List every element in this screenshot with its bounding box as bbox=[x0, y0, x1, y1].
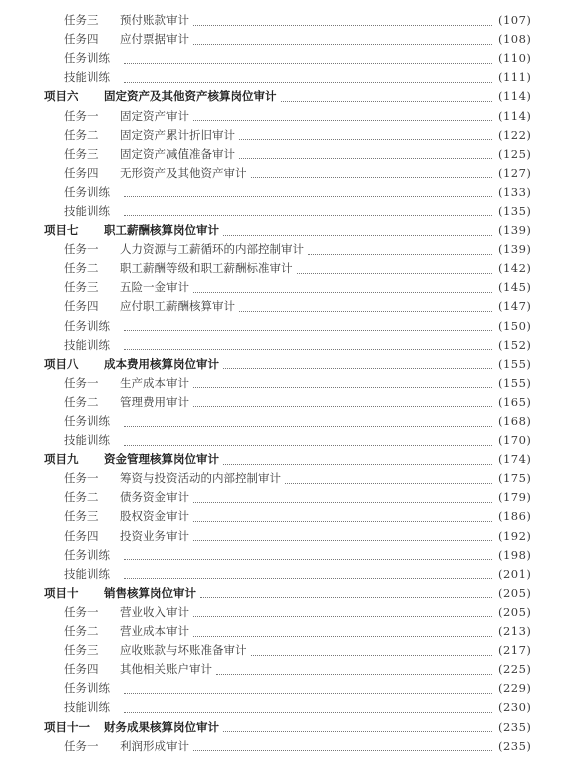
dot-leader bbox=[124, 195, 492, 197]
dot-leader bbox=[223, 730, 492, 732]
dot-leader bbox=[239, 138, 492, 140]
toc-task-entry bbox=[0, 317, 568, 336]
toc-page-number: (175) bbox=[498, 471, 532, 486]
toc-entry-label: 任务一 bbox=[64, 375, 99, 390]
toc-task-entry bbox=[0, 183, 568, 202]
toc-entry-title: 应付职工薪酬核算审计 bbox=[120, 299, 235, 314]
toc-page-number: (201) bbox=[498, 566, 532, 581]
toc-page-number: (198) bbox=[498, 547, 532, 562]
toc-page-number: (186) bbox=[498, 509, 532, 524]
dot-leader bbox=[124, 692, 492, 694]
toc-page-number: (170) bbox=[498, 433, 532, 448]
toc-task-entry bbox=[0, 106, 568, 125]
toc-entry-title: 管理费用审计 bbox=[120, 394, 189, 409]
toc-page-number: (139) bbox=[498, 242, 532, 257]
toc-task-entry bbox=[0, 488, 568, 507]
toc-entry-label: 任务四 bbox=[64, 32, 99, 47]
toc-entry-label: 任务三 bbox=[64, 643, 99, 658]
toc-page-number: (111) bbox=[498, 70, 532, 85]
dot-leader bbox=[193, 291, 492, 293]
toc-page-number: (135) bbox=[498, 203, 532, 218]
toc-task-entry bbox=[0, 641, 568, 660]
toc-page-number: (114) bbox=[498, 108, 532, 123]
toc-page-number: (205) bbox=[498, 585, 532, 600]
toc-project-entry bbox=[0, 221, 568, 240]
toc-entry-title: 五险一金审计 bbox=[120, 280, 189, 295]
toc-task-entry bbox=[0, 259, 568, 278]
toc-page-number: (205) bbox=[498, 604, 532, 619]
toc-entry-title: 资金管理核算岗位审计 bbox=[104, 452, 219, 467]
dot-leader bbox=[124, 558, 492, 560]
toc-task-entry bbox=[0, 30, 568, 49]
dot-leader bbox=[124, 329, 492, 331]
toc-entry-label: 项目十 bbox=[44, 585, 79, 600]
toc-entry-label: 任务二 bbox=[64, 127, 99, 142]
toc-entry-title: 固定资产累计折旧审计 bbox=[120, 127, 235, 142]
toc-entry-label: 项目八 bbox=[44, 356, 79, 371]
dot-leader bbox=[193, 405, 492, 407]
toc-task-entry bbox=[0, 412, 568, 431]
toc-entry-label: 技能训练 bbox=[64, 566, 110, 581]
toc-page-number: (114) bbox=[498, 89, 532, 104]
toc-entry-title: 固定资产及其他资产核算岗位审计 bbox=[104, 89, 277, 104]
toc-task-entry bbox=[0, 164, 568, 183]
toc-page-number: (150) bbox=[498, 318, 532, 333]
toc-project-entry bbox=[0, 717, 568, 736]
dot-leader bbox=[223, 234, 492, 236]
dot-leader bbox=[193, 635, 492, 637]
toc-page-number: (133) bbox=[498, 184, 532, 199]
dot-leader bbox=[308, 253, 492, 255]
toc-entry-title: 人力资源与工薪循环的内部控制审计 bbox=[120, 242, 304, 257]
dot-leader bbox=[124, 711, 492, 713]
toc-entry-title: 应付票据审计 bbox=[120, 32, 189, 47]
toc-page-number: (213) bbox=[498, 624, 532, 639]
toc-task-entry bbox=[0, 546, 568, 565]
toc-entry-label: 任务一 bbox=[64, 242, 99, 257]
dot-leader bbox=[239, 310, 492, 312]
toc-page-number: (155) bbox=[498, 375, 532, 390]
toc-task-entry bbox=[0, 336, 568, 355]
toc-page-number: (122) bbox=[498, 127, 532, 142]
toc-entry-label: 项目十一 bbox=[44, 719, 90, 734]
dot-leader bbox=[124, 425, 492, 427]
toc-task-entry bbox=[0, 737, 568, 756]
toc-page-number: (179) bbox=[498, 490, 532, 505]
toc-entry-label: 任务训练 bbox=[64, 318, 110, 333]
toc-entry-title: 固定资产减值准备审计 bbox=[120, 146, 235, 161]
toc-entry-label: 项目九 bbox=[44, 452, 79, 467]
toc-entry-title: 筹资与投资活动的内部控制审计 bbox=[120, 471, 281, 486]
toc-project-entry bbox=[0, 584, 568, 603]
toc-task-entry bbox=[0, 660, 568, 679]
toc-task-entry bbox=[0, 622, 568, 641]
toc-page-number: (108) bbox=[498, 32, 532, 47]
toc-entry-label: 任务三 bbox=[64, 509, 99, 524]
toc-task-entry bbox=[0, 297, 568, 316]
table-of-contents bbox=[0, 11, 568, 756]
toc-page-number: (155) bbox=[498, 356, 532, 371]
dot-leader bbox=[193, 43, 492, 45]
toc-entry-label: 任务二 bbox=[64, 261, 99, 276]
dot-leader bbox=[193, 119, 492, 121]
toc-entry-label: 技能训练 bbox=[64, 700, 110, 715]
toc-entry-title: 财务成果核算岗位审计 bbox=[104, 719, 219, 734]
toc-entry-label: 任务三 bbox=[64, 13, 99, 28]
toc-page-number: (174) bbox=[498, 452, 532, 467]
toc-entry-title: 股权资金审计 bbox=[120, 509, 189, 524]
toc-entry-label: 任务训练 bbox=[64, 681, 110, 696]
toc-task-entry bbox=[0, 603, 568, 622]
toc-entry-title: 成本费用核算岗位审计 bbox=[104, 356, 219, 371]
toc-page-number: (168) bbox=[498, 414, 532, 429]
dot-leader bbox=[297, 272, 493, 274]
dot-leader bbox=[124, 348, 492, 350]
toc-task-entry bbox=[0, 11, 568, 30]
toc-task-entry bbox=[0, 278, 568, 297]
dot-leader bbox=[193, 749, 492, 751]
dot-leader bbox=[193, 501, 492, 503]
toc-task-entry bbox=[0, 565, 568, 584]
toc-entry-label: 任务二 bbox=[64, 624, 99, 639]
toc-task-entry bbox=[0, 507, 568, 526]
toc-entry-label: 任务训练 bbox=[64, 51, 110, 66]
toc-entry-label: 技能训练 bbox=[64, 70, 110, 85]
dot-leader bbox=[193, 615, 492, 617]
toc-entry-title: 营业收入审计 bbox=[120, 604, 189, 619]
toc-page-number: (139) bbox=[498, 223, 532, 238]
toc-entry-label: 任务四 bbox=[64, 662, 99, 677]
dot-leader bbox=[216, 673, 492, 675]
toc-task-entry bbox=[0, 469, 568, 488]
toc-entry-title: 其他相关账户审计 bbox=[120, 662, 212, 677]
toc-page-number: (235) bbox=[498, 719, 532, 734]
toc-page-number: (217) bbox=[498, 643, 532, 658]
toc-entry-label: 技能训练 bbox=[64, 203, 110, 218]
toc-task-entry bbox=[0, 431, 568, 450]
toc-entry-title: 应收账款与坏账准备审计 bbox=[120, 643, 247, 658]
toc-task-entry bbox=[0, 240, 568, 259]
toc-entry-label: 任务三 bbox=[64, 146, 99, 161]
toc-page-number: (235) bbox=[498, 738, 532, 753]
toc-task-entry bbox=[0, 527, 568, 546]
toc-task-entry bbox=[0, 126, 568, 145]
dot-leader bbox=[193, 24, 492, 26]
toc-page-number: (127) bbox=[498, 165, 532, 180]
toc-entry-label: 任务训练 bbox=[64, 184, 110, 199]
toc-page-number: (230) bbox=[498, 700, 532, 715]
toc-page-number: (110) bbox=[498, 51, 532, 66]
toc-entry-label: 技能训练 bbox=[64, 433, 110, 448]
dot-leader bbox=[124, 62, 492, 64]
toc-page-number: (107) bbox=[498, 13, 532, 28]
toc-entry-label: 任务二 bbox=[64, 490, 99, 505]
toc-entry-title: 营业成本审计 bbox=[120, 624, 189, 639]
dot-leader bbox=[223, 463, 492, 465]
toc-page-number: (147) bbox=[498, 299, 532, 314]
toc-page-number: (165) bbox=[498, 394, 532, 409]
toc-page-number: (225) bbox=[498, 662, 532, 677]
toc-entry-label: 任务一 bbox=[64, 108, 99, 123]
toc-page-number: (125) bbox=[498, 146, 532, 161]
toc-entry-title: 职工薪酬核算岗位审计 bbox=[104, 223, 219, 238]
toc-entry-label: 技能训练 bbox=[64, 337, 110, 352]
dot-leader bbox=[285, 482, 492, 484]
toc-entry-title: 预付账款审计 bbox=[120, 13, 189, 28]
toc-entry-title: 销售核算岗位审计 bbox=[104, 585, 196, 600]
dot-leader bbox=[124, 214, 492, 216]
dot-leader bbox=[239, 157, 492, 159]
toc-entry-title: 生产成本审计 bbox=[120, 375, 189, 390]
toc-entry-label: 任务三 bbox=[64, 280, 99, 295]
toc-task-entry bbox=[0, 679, 568, 698]
toc-entry-title: 债务资金审计 bbox=[120, 490, 189, 505]
toc-entry-title: 利润形成审计 bbox=[120, 738, 189, 753]
toc-page-number: (142) bbox=[498, 261, 532, 276]
toc-task-entry bbox=[0, 68, 568, 87]
toc-page-number: (192) bbox=[498, 528, 532, 543]
dot-leader bbox=[200, 596, 492, 598]
toc-entry-label: 任务一 bbox=[64, 471, 99, 486]
toc-task-entry bbox=[0, 49, 568, 68]
toc-task-entry bbox=[0, 145, 568, 164]
dot-leader bbox=[124, 444, 492, 446]
toc-entry-label: 任务训练 bbox=[64, 414, 110, 429]
dot-leader bbox=[281, 100, 493, 102]
toc-page-number: (152) bbox=[498, 337, 532, 352]
toc-project-entry bbox=[0, 450, 568, 469]
toc-task-entry bbox=[0, 374, 568, 393]
toc-entry-title: 固定资产审计 bbox=[120, 108, 189, 123]
toc-entry-label: 项目七 bbox=[44, 223, 79, 238]
toc-entry-label: 任务一 bbox=[64, 738, 99, 753]
toc-entry-label: 任务训练 bbox=[64, 547, 110, 562]
toc-task-entry bbox=[0, 393, 568, 412]
dot-leader bbox=[223, 367, 492, 369]
toc-page-number: (145) bbox=[498, 280, 532, 295]
toc-entry-label: 任务一 bbox=[64, 604, 99, 619]
toc-entry-label: 任务四 bbox=[64, 299, 99, 314]
toc-entry-label: 任务四 bbox=[64, 528, 99, 543]
dot-leader bbox=[124, 81, 492, 83]
toc-project-entry bbox=[0, 355, 568, 374]
dot-leader bbox=[193, 539, 492, 541]
toc-entry-label: 项目六 bbox=[44, 89, 79, 104]
dot-leader bbox=[193, 386, 492, 388]
dot-leader bbox=[124, 577, 492, 579]
toc-entry-title: 职工薪酬等级和职工薪酬标准审计 bbox=[120, 261, 293, 276]
toc-entry-label: 任务四 bbox=[64, 165, 99, 180]
toc-entry-title: 无形资产及其他资产审计 bbox=[120, 165, 247, 180]
dot-leader bbox=[251, 654, 493, 656]
toc-page-number: (229) bbox=[498, 681, 532, 696]
toc-entry-label: 任务二 bbox=[64, 394, 99, 409]
toc-task-entry bbox=[0, 698, 568, 717]
toc-task-entry bbox=[0, 202, 568, 221]
dot-leader bbox=[251, 176, 493, 178]
toc-project-entry bbox=[0, 87, 568, 106]
dot-leader bbox=[193, 520, 492, 522]
toc-entry-title: 投资业务审计 bbox=[120, 528, 189, 543]
